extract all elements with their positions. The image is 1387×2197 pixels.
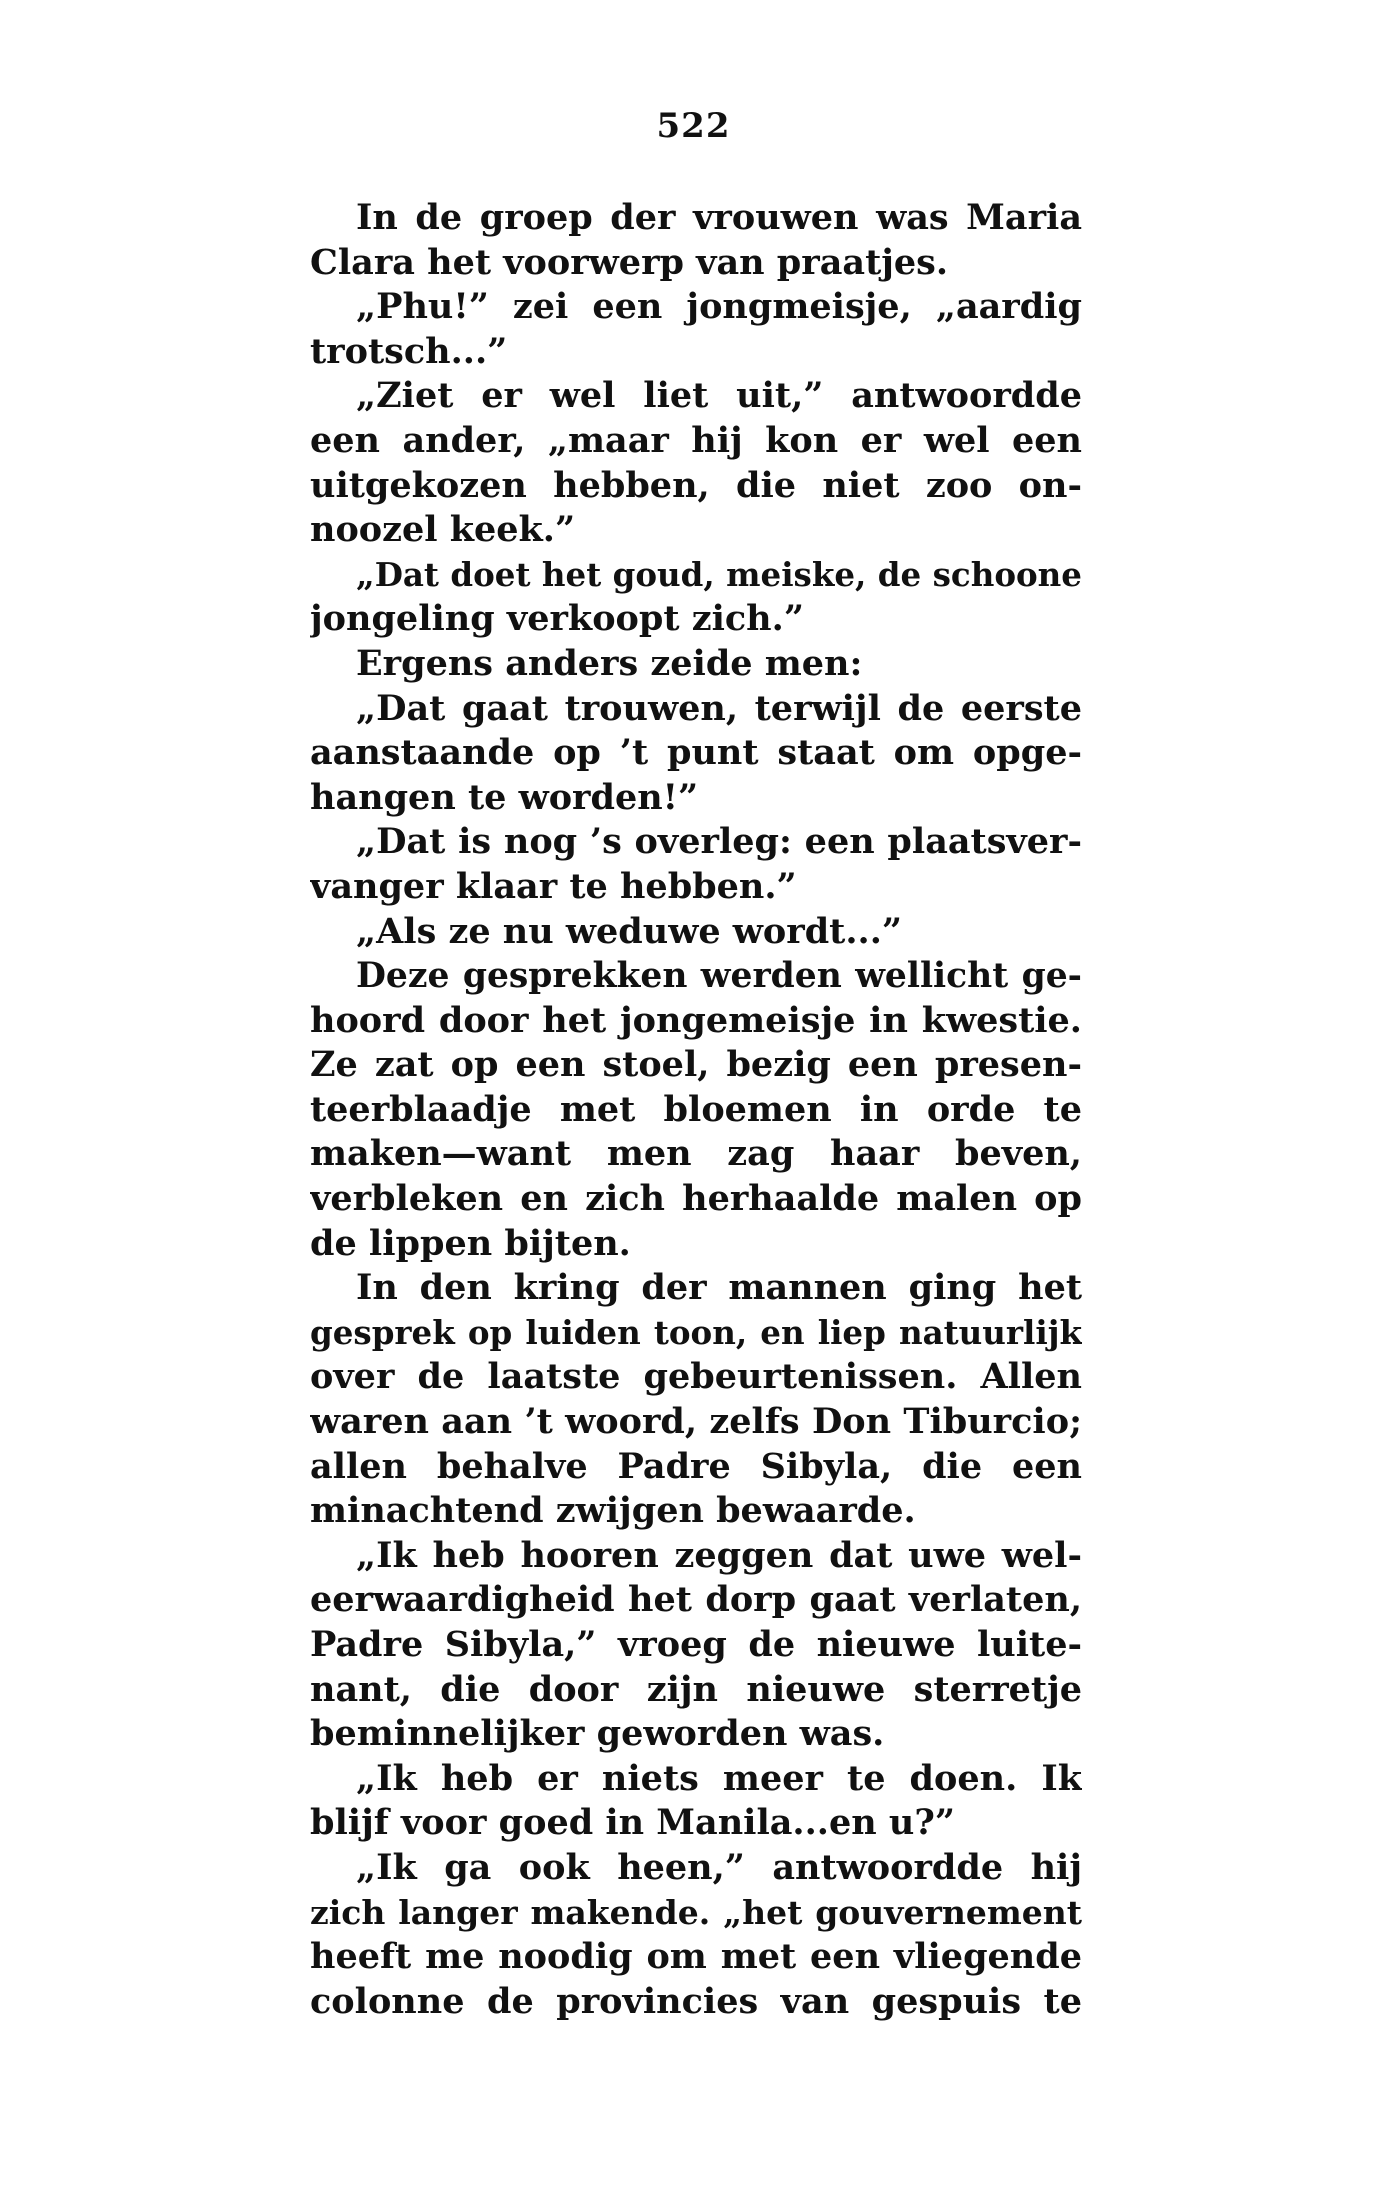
text-line: heeft me noodig om met een vliegende	[310, 1936, 1082, 1978]
text-line: „Ziet er wel liet uit,” antwoordde	[356, 375, 1082, 417]
text-line: hangen te worden!”	[310, 776, 699, 818]
text-line: zich langer makende. „het gouvernement	[310, 1892, 1082, 1932]
text-line: gesprek op luiden toon, en liep natuurlijk	[310, 1312, 1082, 1352]
text-line: noozel keek.”	[310, 509, 576, 551]
text-line: hoord door het jongemeisje in kwestie.	[310, 999, 1082, 1041]
text-line: Ergens anders zeide men:	[356, 642, 863, 684]
text-line: „Phu!” zei een jongmeisje, „aardig	[356, 286, 1082, 328]
text-line: aanstaande op ’t punt staat om opge-	[310, 732, 1082, 774]
page-number: 522	[656, 106, 731, 146]
text-line: maken—want men zag haar beven,	[310, 1133, 1082, 1175]
text-line: „Ik ga ook heen,” antwoordde hij	[356, 1846, 1082, 1888]
text-line: verbleken en zich herhaalde malen op	[310, 1178, 1082, 1220]
text-line: Ze zat op een stoel, bezig een presen-	[310, 1044, 1082, 1086]
text-line: waren aan ’t woord, zelfs Don Tiburcio;	[310, 1401, 1082, 1443]
text-line: jongeling verkoopt zich.”	[310, 598, 804, 640]
text-line: uitgekozen hebben, die niet zoo on-	[310, 464, 1082, 506]
text-line: blijf voor goed in Manila...en u?”	[310, 1802, 955, 1844]
text-line: „Dat is nog ’s overleg: een plaatsver-	[356, 821, 1082, 863]
text-line: allen behalve Padre Sibyla, die een	[310, 1445, 1082, 1487]
text-line: colonne de provincies van gespuis te	[310, 1980, 1082, 2022]
text-line: Deze gesprekken werden wellicht ge-	[356, 956, 1082, 997]
text-line: Clara het voorwerp van praatjes.	[310, 241, 949, 283]
text-line: over de laatste gebeurtenissen. Allen	[310, 1356, 1082, 1398]
text-line: In den kring der mannen ging het	[356, 1267, 1082, 1309]
text-line: „Als ze nu weduwe wordt...”	[356, 910, 903, 952]
text-line: „Ik heb hooren zeggen dat uwe wel-	[356, 1534, 1082, 1576]
text-line: „Dat gaat trouwen, terwijl de eerste	[356, 687, 1082, 729]
text-line: de lippen bijten.	[310, 1222, 631, 1264]
text-line: nant, die door zijn nieuwe sterretje	[310, 1668, 1082, 1710]
body-text	[310, 196, 1082, 2024]
text-line: een ander, „maar hij kon er wel een	[310, 419, 1082, 461]
text-line: „Dat doet het goud, meiske, de schoone	[356, 554, 1082, 594]
text-line: eerwaardigheid het dorp gaat verlaten,	[310, 1579, 1082, 1621]
text-line: „Ik heb er niets meer te doen. Ik	[356, 1757, 1082, 1799]
text-line: vanger klaar te hebben.”	[310, 865, 797, 907]
text-line: teerblaadje met bloemen in orde te	[310, 1088, 1082, 1130]
text-line: In de groep der vrouwen was Maria	[356, 197, 1082, 238]
text-line: minachtend zwijgen bewaarde.	[310, 1490, 916, 1532]
text-line: beminnelijker geworden was.	[310, 1713, 885, 1755]
text-line: trotsch...”	[310, 330, 508, 372]
text-line: Padre Sibyla,” vroeg de nieuwe luite-	[310, 1624, 1082, 1665]
